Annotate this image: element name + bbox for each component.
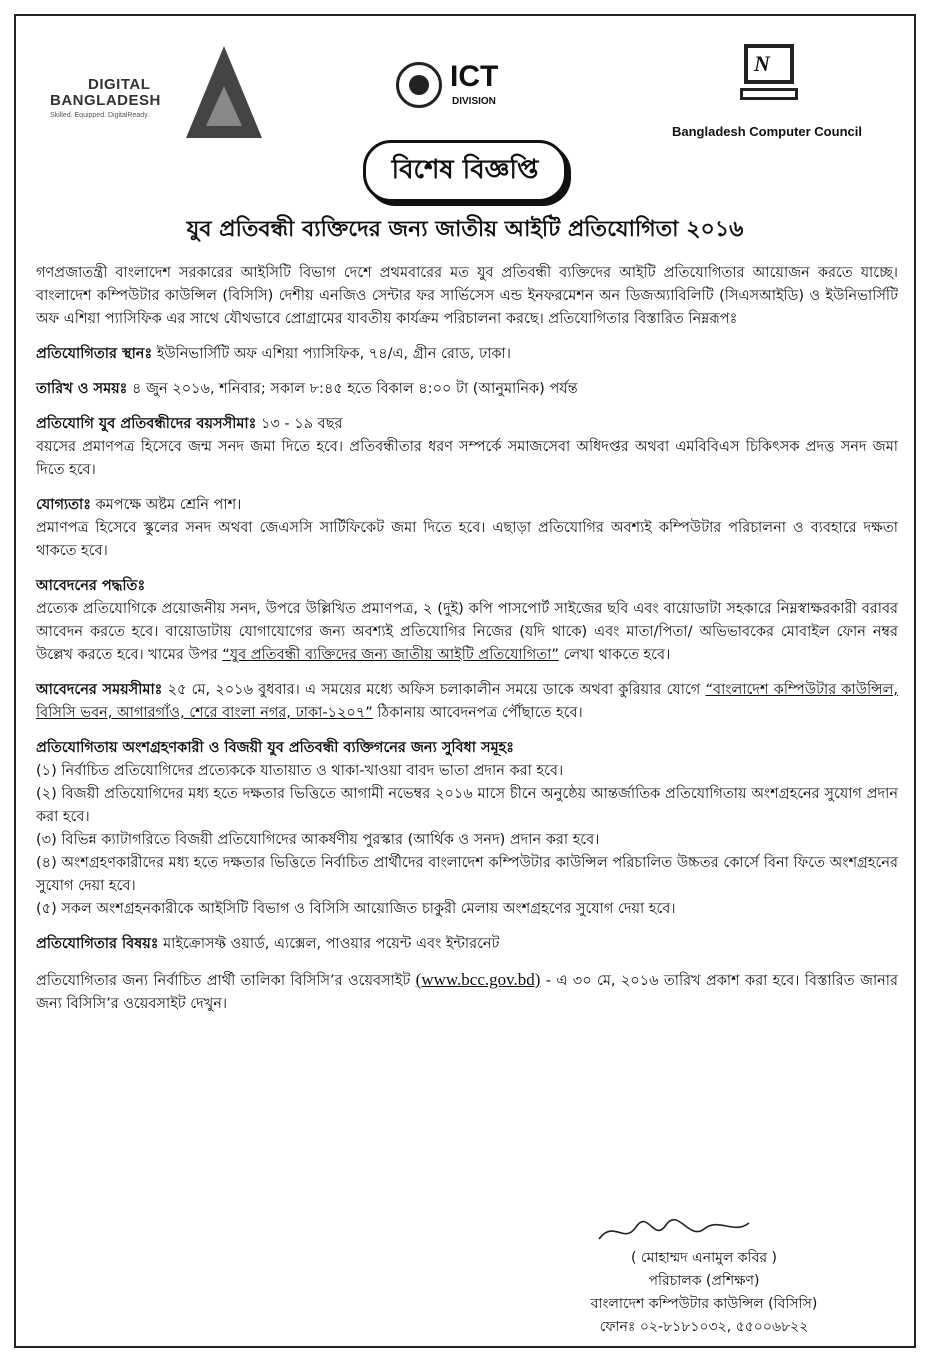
benefits-list [36, 760, 898, 921]
header [16, 16, 914, 156]
age-note: বয়সের প্রমাণপত্র হিসেবে জন্ম সনদ জমা দিতে হবে। প্রতিবন্ধীতার ধরণ সম্পর্কে সমাজসেবা অধিদপ্তর অথবা এমবিবিএস চিকিৎসক প্রদত্ত সনদ জমা দিতে হবে। [36, 439, 898, 478]
benefit-item: (২) বিজয়ী প্রতিযোগিদের মধ্য হতে দক্ষতার ভিত্তিতে আগামী নভেম্বর ২০১৬ মাসে চীনে অনুষ্ঠেয় আন্তর্জাতিক প্রতিযোগিতায় অংশগ্রহনের সুযোগ প্রদান করা হবে। [36, 786, 898, 825]
keyboard-icon [740, 88, 798, 100]
datetime-value: ৪ জুন ২০১৬, শনিবার; সকাল ৮:৪৫ হতে বিকাল ৪:০০ টা (আনুমানিক) পর্যন্ত [127, 381, 578, 397]
deadline-tail: ঠিকানায় আবেদনপত্র পৌঁছাতে হবে। [372, 705, 583, 721]
subjects-value: মাইক্রোসফ্ট ওয়ার্ড, এ্যক্সেল, পাওয়ার পয়েন্ট এবং ইন্টারনেট [158, 936, 500, 952]
apply-tail: লেখা থাকতে হবে। [558, 647, 671, 663]
triangle-accent-icon [206, 86, 242, 126]
computer-monitor-icon: N [744, 44, 794, 84]
ict-division-logo [396, 56, 536, 116]
datetime-line [36, 378, 898, 401]
ict-subtitle: DIVISION [452, 96, 496, 107]
benefits-label: প্রতিযোগিতায় অংশগ্রহণকারী ও বিজয়ী যুব প্রতিবন্ধী ব্যক্তিগনের জন্য সুবিধা সমূহঃ [36, 740, 514, 756]
qualification-value: কমপক্ষে অষ্টম শ্রেনি পাশ। [90, 497, 242, 513]
qualification-note: প্রমাণপত্র হিসেবে স্কুলের সনদ অথবা জেএসসি সার্টিফিকেট জমা দিতে হবে। এছাড়া প্রতিযোগির অবশ্যই কম্পিউটার পরিচালনা ও ব্যবহারে দক্ষতা থাকতে হবে। [36, 520, 898, 559]
apply-label: আবেদনের পদ্ধতিঃ [36, 578, 146, 594]
logo-text-line2: BANGLADESH [50, 92, 161, 109]
benefit-item: (৩) বিভিন্ন ক্যাটাগরিতে বিজয়ী প্রতিযোগিদের আকর্ষণীয় পুরস্কার (আর্থিক ও সনদ) প্রদান করা হবে। [36, 832, 600, 848]
deadline-address: “বাংলাদেশ কম্পিউটার কাউন্সিল, বিসিসি ভবন, আগারগাঁও, শেরে বাংলা নগর, ঢাকা-১২০৭” [36, 682, 898, 721]
deadline-text: ২৫ মে, ২০১৬ বুধবার। এ সময়ের মধ্যে অফিস চলাকালীন সময়ে ডাকে অথবা কুরিয়ার যোগে [162, 682, 706, 698]
benefit-item: (১) নির্বাচিত প্রতিযোগিদের প্রত্যেককে যাতায়াত ও থাকা-খাওয়া বাবদ ভাতা প্রদান করা হবে। [36, 763, 564, 779]
special-notice-banner: বিশেষ বিজ্ঞপ্তি [363, 140, 568, 202]
signatory-org: বাংলাদেশ কম্পিউটার কাউন্সিল (বিসিসি) [590, 1296, 818, 1312]
subjects-label: প্রতিযোগিতার বিষয়ঃ [36, 936, 159, 952]
signature-block [534, 1221, 874, 1339]
deadline-paragraph [36, 679, 898, 725]
benefit-item: (৫) সকল অংশগ্রহনকারীকে আইসিটি বিভাগ ও বিসিসি আয়োজিত চাকুরী মেলায় অংশগ্রহণের সুযোগ দেয়া হবে। [36, 901, 676, 917]
apply-paragraph [36, 598, 898, 667]
bcc-name: Bangladesh Computer Council [672, 124, 862, 139]
datetime-label: তারিখ ও সময়ঃ [36, 381, 128, 397]
closing-text: প্রতিযোগিতার জন্য নির্বাচিত প্রার্থী তালিকা বিসিসি’র ওয়েবসাইট [36, 973, 416, 989]
signatory-phone: ফোনঃ ০২-৮১৮১০৩২, ৫৫০০৬৮২২ [599, 1319, 809, 1335]
closing-paragraph [36, 968, 898, 1016]
logo-text-line1: DIGITAL [88, 76, 151, 93]
subjects-line [36, 933, 898, 956]
notice-page [14, 14, 916, 1348]
apply-text: প্রত্যেক প্রতিযোগিকে প্রয়োজনীয় সনদ, উপরে উল্লিখিত প্রমাণপত্র, ২ (দুই) কপি পাসপোর্ট সাইজের ছবি এবং বায়োডাটা সহকারে নিম্নস্বাক্ষরকারী বরাবর আবেদন করতে হবে। বায়োডাটায় যোগাযোগের জন্য অবশ্যই প্রতিযোগির নিজের (যদি থাকে) এবং মাতা/পিতা/ অভিভাবকের মোবাইল ফোন নম্বর উল্লেখ করতে হবে। খামের উপর [36, 601, 898, 663]
qualification-line [36, 494, 898, 517]
ict-title: ICT [450, 60, 499, 93]
bcc-logo [656, 42, 896, 142]
signature-scrawl-icon [594, 1217, 754, 1247]
age-line [36, 413, 898, 436]
benefit-item: (৪) অংশগ্রহণকারীদের মধ্য হতে দক্ষতার ভিত্তিতে নির্বাচিত প্রার্থীদের বাংলাদেশ কম্পিউটার কাউন্সিল পরিচালিত উচ্চতর কোর্সে বিনা ফিতে অংশগ্রহনের সুযোগ দেয়া হবে। [36, 855, 898, 894]
deadline-label: আবেদনের সময়সীমাঃ [36, 682, 163, 698]
government-seal-icon [396, 62, 442, 108]
digital-bangladesh-logo [46, 46, 256, 146]
banner-wrap [16, 140, 914, 202]
qualification-label: যোগ্যতাঃ [36, 497, 91, 513]
notice-body [36, 262, 898, 1016]
signatory-name: ( মোহাম্মদ এনামুল কবির ) [631, 1250, 777, 1266]
age-label: প্রতিযোগি যুব প্রতিবন্ধীদের বয়সসীমাঃ [36, 416, 257, 432]
signatory-designation: পরিচালক (প্রশিক্ষণ) [648, 1273, 760, 1289]
age-value: ১৩ - ১৯ বছর [256, 416, 343, 432]
venue-value: ইউনিভার্সিটি অফ এশিয়া প্যাসিফিক, ৭৪/এ, গ্রীন রোড, ঢাকা। [152, 346, 511, 362]
intro-paragraph: গণপ্রজাতন্ত্রী বাংলাদেশ সরকারের আইসিটি বিভাগ দেশে প্রথমবারের মত যুব প্রতিবন্ধী ব্যক্তিদের আইটি প্রতিযোগিতার আয়োজন করতে যাচ্ছে। বাংলাদেশ কম্পিউটার কাউন্সিল (বিসিসি) দেশীয় এনজিও সেন্টার ফর সার্ভিসেস এন্ড ইনফরমেশন অন ডিজঅ্যাবিলিটি (সিএসআইডি) ও ইউনিভার্সিটি অফ এশিয়া প্যাসিফিক এর সাথে যৌথভাবে প্রোগ্রামের যাবতীয় কার্যক্রম পরিচালনা করছে। প্রতিযোগিতার বিস্তারিত নিম্নরূপঃ [36, 265, 898, 327]
venue-line [36, 343, 898, 366]
website-link[interactable]: (www.bcc.gov.bd) [415, 970, 541, 989]
apply-envelope-text: “যুব প্রতিবন্ধী ব্যক্তিদের জন্য জাতীয় আইটি প্রতিযোগিতা” [222, 647, 559, 663]
logo-tagline: Skilled. Equipped. DigitalReady. [50, 112, 150, 119]
venue-label: প্রতিযোগিতার স্থানঃ [36, 346, 153, 362]
closing-tail: - এ ৩০ মে, ২০১৬ তারিখ প্রকাশ করা হবে। বিস্তারিত জানার জন্য বিসিসি’র ওয়েবসাইট দেখুন। [36, 973, 898, 1012]
notice-title: যুব প্রতিবন্ধী ব্যক্তিদের জন্য জাতীয় আইটি প্রতিযোগিতা ২০১৬ [186, 217, 744, 242]
